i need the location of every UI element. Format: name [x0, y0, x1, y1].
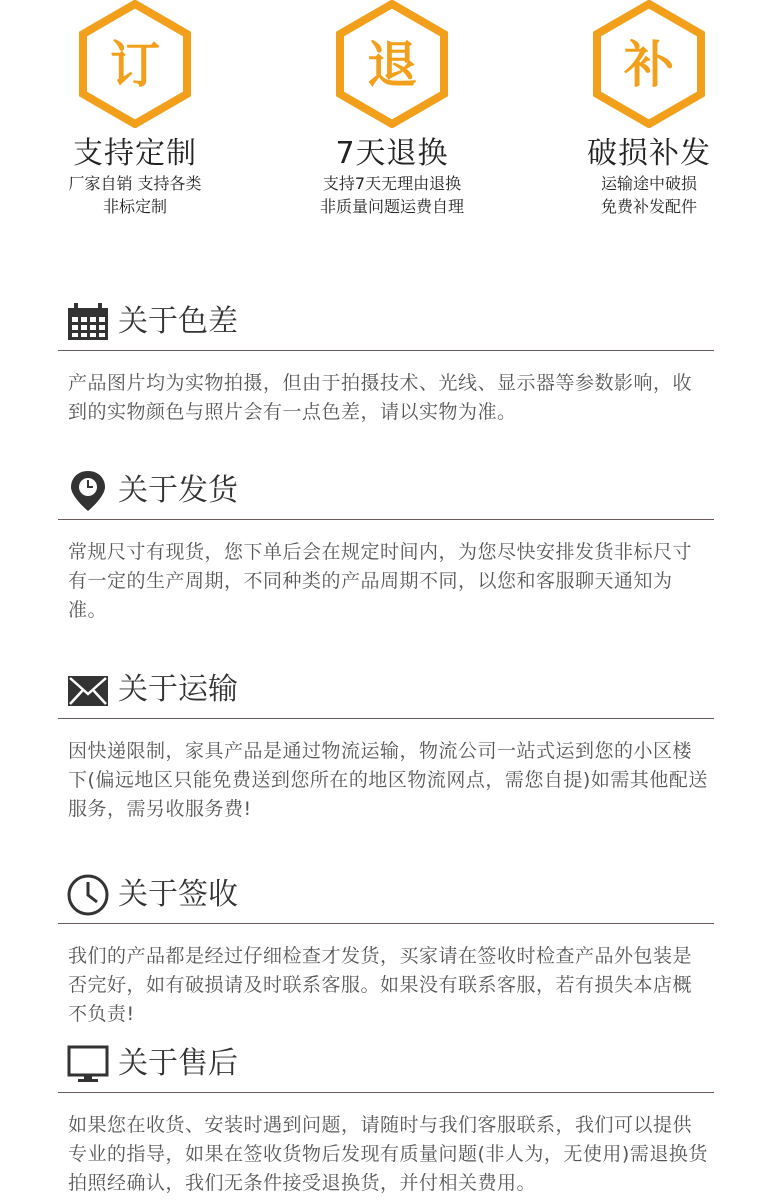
hexagon-icon: [589, 0, 709, 128]
service-badges: [0, 0, 774, 230]
hexagon-icon: [75, 0, 195, 128]
section-color-difference: [58, 294, 714, 427]
badge-return: [292, 0, 492, 218]
svg-text:退: 退: [367, 36, 417, 94]
section-title: 关于发货: [118, 473, 238, 508]
hexagon-icon: [332, 0, 452, 128]
section-body: 因快递限制，家具产品是通过物流运输，物流公司一站式运到您的小区楼下(偏远地区只能免费送到您所在的地区物流网点，需您自提)如需其他配送服务，需另收服务费!: [68, 740, 708, 820]
section-header: [58, 662, 714, 719]
section-receipt: [58, 867, 714, 1029]
section-header: [58, 294, 714, 351]
section-header: [58, 463, 714, 520]
section-title: 关于色差: [118, 304, 238, 339]
section-shipping: [58, 463, 714, 625]
section-after-sales: [58, 1036, 714, 1198]
badge-line: 非质量问题运费自理: [319, 197, 464, 216]
section-body: 如果您在收货、安装时遇到问题，请随时与我们客服联系，我们可以提供专业的指导，如果在签收货物后发现有质量问题(非人为，无使用)需退换货拍照经确认，我们无条件接受退换货，并付相关费用。: [68, 1114, 708, 1194]
badge-title: 7天退换: [335, 136, 449, 171]
section-body: 我们的产品都是经过仔细检查才发货，买家请在签收时检查产品外包装是否完好，如有破损请及时联系客服。如果没有联系客服，若有损失本店概不负责!: [68, 945, 693, 1025]
badge-line: 支持7天无理由退换: [322, 174, 462, 193]
clock-icon: [66, 873, 110, 917]
badge-line: 运输途中破损: [600, 174, 697, 193]
section-body: 产品图片均为实物拍摄，但由于拍摄技术、光线、显示器等参数影响，收到的实物颜色与照片会有一点色差，请以实物为准。: [68, 372, 693, 423]
badge-customize: [35, 0, 235, 218]
badge-line: 免费补发配件: [600, 197, 697, 216]
section-title: 关于签收: [118, 877, 238, 912]
svg-text:订: 订: [110, 36, 160, 94]
section-header: [58, 867, 714, 924]
svg-text:补: 补: [624, 36, 674, 94]
badge-title: 支持定制: [73, 136, 197, 171]
envelope-icon: [66, 668, 110, 712]
section-header: [58, 1036, 714, 1093]
section-transport: [58, 662, 714, 824]
section-title: 关于运输: [118, 672, 238, 707]
section-title: 关于售后: [118, 1046, 238, 1081]
badge-title: 破损补发: [587, 136, 711, 171]
badge-reissue: [549, 0, 749, 218]
calendar-icon: [66, 300, 110, 344]
badge-line: 非标定制: [102, 197, 167, 216]
monitor-icon: [66, 1042, 110, 1086]
badge-line: 厂家自销 支持各类: [68, 174, 202, 193]
section-body: 常规尺寸有现货，您下单后会在规定时间内，为您尽快安排发货非标尺寸有一定的生产周期，不同种类的产品周期不同，以您和客服聊天通知为准。: [68, 541, 693, 621]
location-pin-icon: [66, 469, 110, 513]
